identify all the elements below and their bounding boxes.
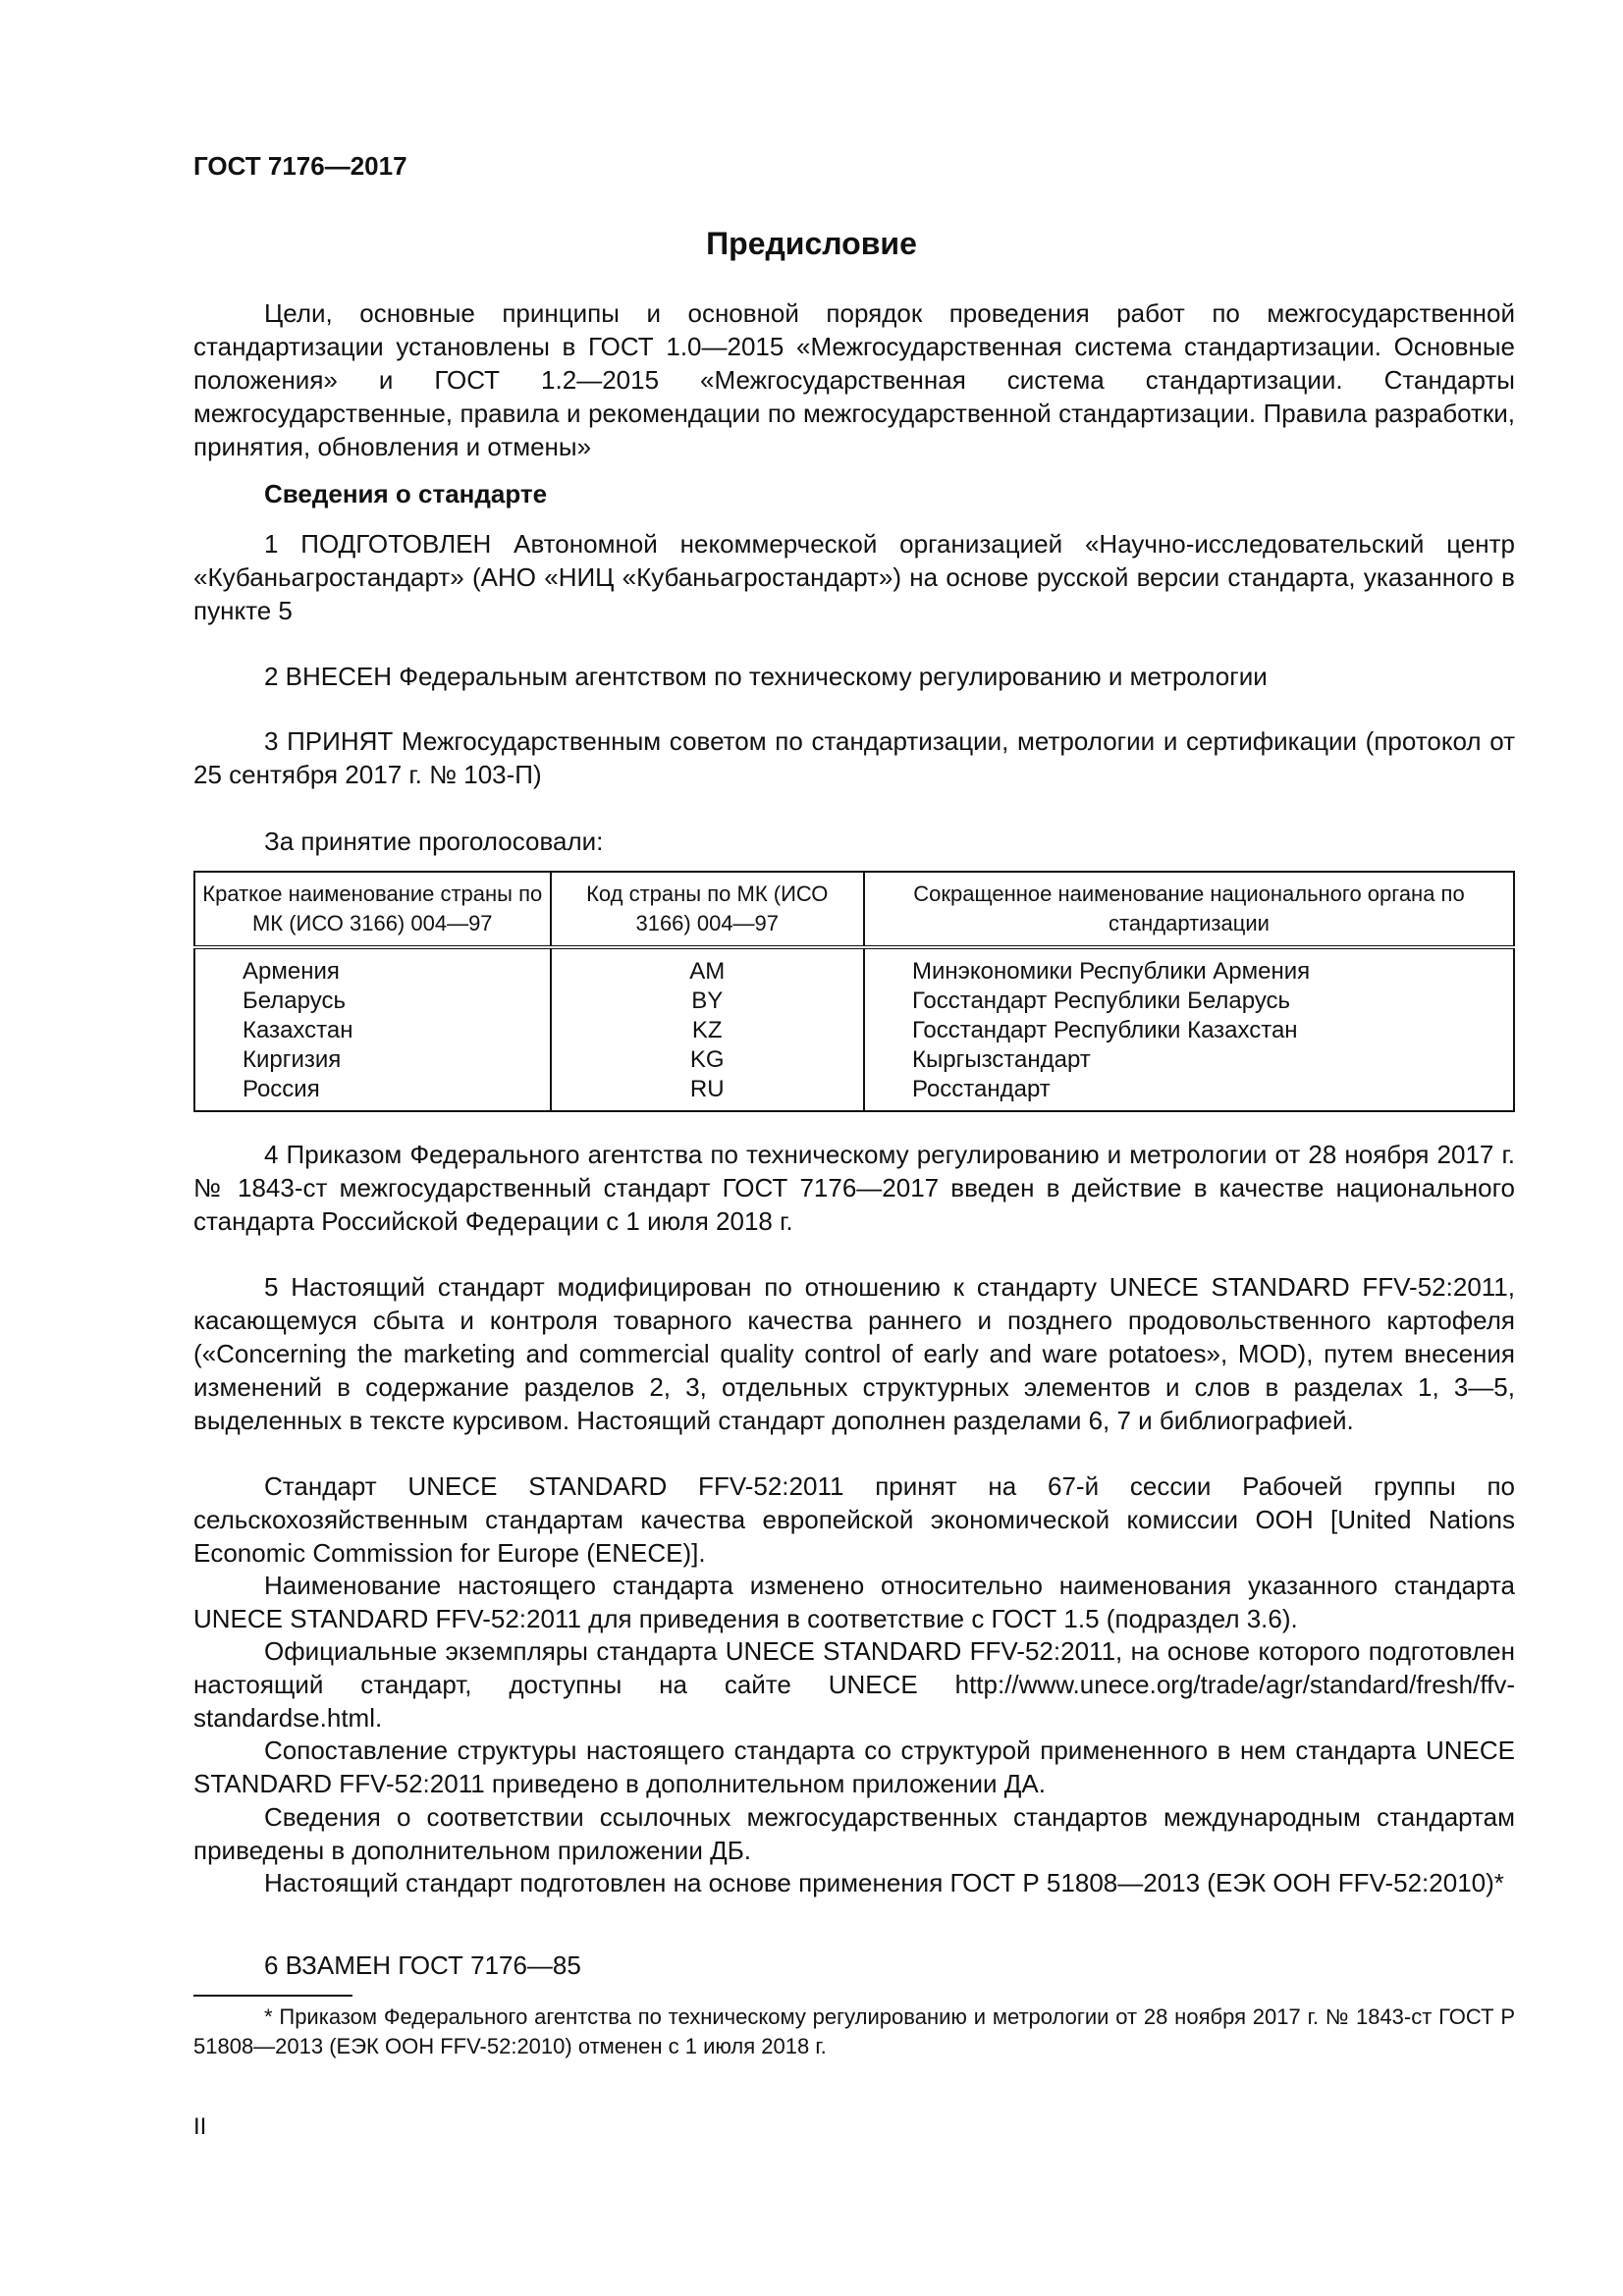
footnote: * Приказом Федерального агентства по техническому регулированию и метрологии от 28 ноября 2017 г. № 1843-ст ГОСТ Р 51808—2013 (ЕЭК ООН FFV-52:2010) отменен с 1 июля 2018 г. xyxy=(193,2004,1515,2058)
vote-label: За принятие проголосовали: xyxy=(264,827,604,856)
table-cell-authority: Росстандарт xyxy=(911,1076,1051,1102)
table-cell-country: Беларусь xyxy=(243,988,346,1014)
table-cell-country: Россия xyxy=(243,1076,320,1102)
intro-paragraph: Цели, основные принципы и основной порядок проведения работ по межгосударственной стандартизации установлены в ГОСТ 1.0—2015 «Межгосударственная система стандартизации. Основные положения» и ГОСТ 1.2—2015 «Межгосударственная система стандартизации. Стандарты межгосударственные, правила и рекомендации по межгосударственной стандартизации. Правила разработки, принятия, обновления и отмены» xyxy=(193,298,1515,461)
item-5-paragraph: 5 Настоящий стандарт модифицирован по отношению к стандарту UNECE STANDARD FFV-52:2011, касающемуся сбыта и контроля товарного качества раннего и позднего продовольственного картофеля («Concerning the marketing and commercial quality control of early and ware potatoes», MOD), путем внесения изменений в содержание разделов 2, 3, отдельных структурных элементов и слов в разделах 1, 3—5, выделенных в тексте курсивом. Настоящий стандарт дополнен разделами 6, 7 и библиографией. xyxy=(193,1272,1515,1435)
table-cell-country: Армения xyxy=(243,958,340,985)
page-number: II xyxy=(193,2113,207,2140)
table-cell-authority: Минэкономики Республики Армения xyxy=(911,958,1311,985)
item-4-paragraph: 4 Приказом Федерального агентства по техническому регулированию и метрологии от 28 ноября 2017 г. № 1843-ст межгосударственный стандарт ГОСТ 7176—2017 введен в действие в качестве национального стандарта Российской Федерации с 1 июля 2018 г. xyxy=(193,1140,1515,1236)
table-row xyxy=(194,987,1514,1016)
item-5-paragraph-4: Официальные экземпляры стандарта UNECE STANDARD FFV-52:2011, на основе которого подготовлен настоящий стандарт, доступны на сайте UNECE http://www.unece.org/trade/agr/standard/fresh/ffv-standardse.html. xyxy=(193,1636,1515,1733)
table-cell-code: BY xyxy=(691,988,724,1014)
table-cell-code: KG xyxy=(689,1046,725,1073)
item-5-paragraph-2: Стандарт UNECE STANDARD FFV-52:2011 принят на 67-й сессии Рабочей группы по сельскохозяйственным стандартам качества европейской экономической комиссии ООН [United Nations Economic Commission for Europe (ENECE)]. xyxy=(193,1471,1515,1568)
table-cell-code: KZ xyxy=(691,1017,723,1043)
table-row xyxy=(194,1016,1514,1045)
table-header-row xyxy=(194,872,1514,947)
table-cell-authority: Госстандарт Республики Казахстан xyxy=(911,1017,1298,1043)
item-5-paragraph-7: Настоящий стандарт подготовлен на основе применения ГОСТ Р 51808—2013 (ЕЭК ООН FFV-52:2010)* xyxy=(264,1868,1504,1897)
item-5-paragraph-5: Сопоставление структуры настоящего стандарта со структурой примененного в нем стандарта UNECE STANDARD FFV-52:2011 приведено в дополнительном приложении ДА. xyxy=(193,1735,1515,1798)
item-1-paragraph: 1 ПОДГОТОВЛЕН Автономной некоммерческой организацией «Научно-исследовательский центр «Кубаньагростандарт» (АНО «НИЦ «Кубаньагростандарт») на основе русской версии стандарта, указанного в пункте 5 xyxy=(193,529,1515,625)
table-cell-authority: Кыргызстандарт xyxy=(911,1046,1091,1073)
item-3-paragraph: 3 ПРИНЯТ Межгосударственным советом по стандартизации, метрологии и сертификации (протокол от 25 сентября 2017 г. № 103-П) xyxy=(193,726,1515,789)
table-header-code: Код страны по МК (ИСО 3166) 004—97 xyxy=(551,872,864,947)
table-cell-code: AM xyxy=(689,958,726,985)
item-2-paragraph: 2 ВНЕСЕН Федеральным агентством по техническому регулированию и метрологии xyxy=(264,662,1268,691)
item-5-paragraph-3: Наименование настоящего стандарта изменено относительно наименования указанного стандарта UNECE STANDARD FFV-52:2011 для приведения в соответствие с ГОСТ 1.5 (подраздел 3.6). xyxy=(193,1571,1515,1633)
table-cell-code: RU xyxy=(689,1076,725,1102)
vote-table xyxy=(193,871,1515,1112)
page-title: Предисловие xyxy=(706,226,917,261)
table-row xyxy=(194,1075,1514,1111)
table-cell-country: Киргизия xyxy=(243,1046,342,1073)
footnote-divider xyxy=(193,1995,352,1997)
section-subtitle: Сведения о стандарте xyxy=(264,479,548,508)
table-row xyxy=(194,1045,1514,1075)
item-5-paragraph-6: Сведения о соответствии ссылочных межгосударственных стандартов международным стандартам приведены в дополнительном приложении ДБ. xyxy=(193,1802,1515,1865)
table-row xyxy=(194,947,1514,987)
table-header-country: Краткое наименование страны по МК (ИСО 3166) 004—97 xyxy=(194,872,551,947)
document-header: ГОСТ 7176—2017 xyxy=(193,151,407,181)
item-6-paragraph: 6 ВЗАМЕН ГОСТ 7176—85 xyxy=(264,1950,581,1980)
table-header-authority: Сокращенное наименование национального органа по стандартизации xyxy=(864,872,1514,947)
table-cell-country: Казахстан xyxy=(243,1017,353,1043)
table-cell-authority: Госстандарт Республики Беларусь xyxy=(911,988,1291,1014)
